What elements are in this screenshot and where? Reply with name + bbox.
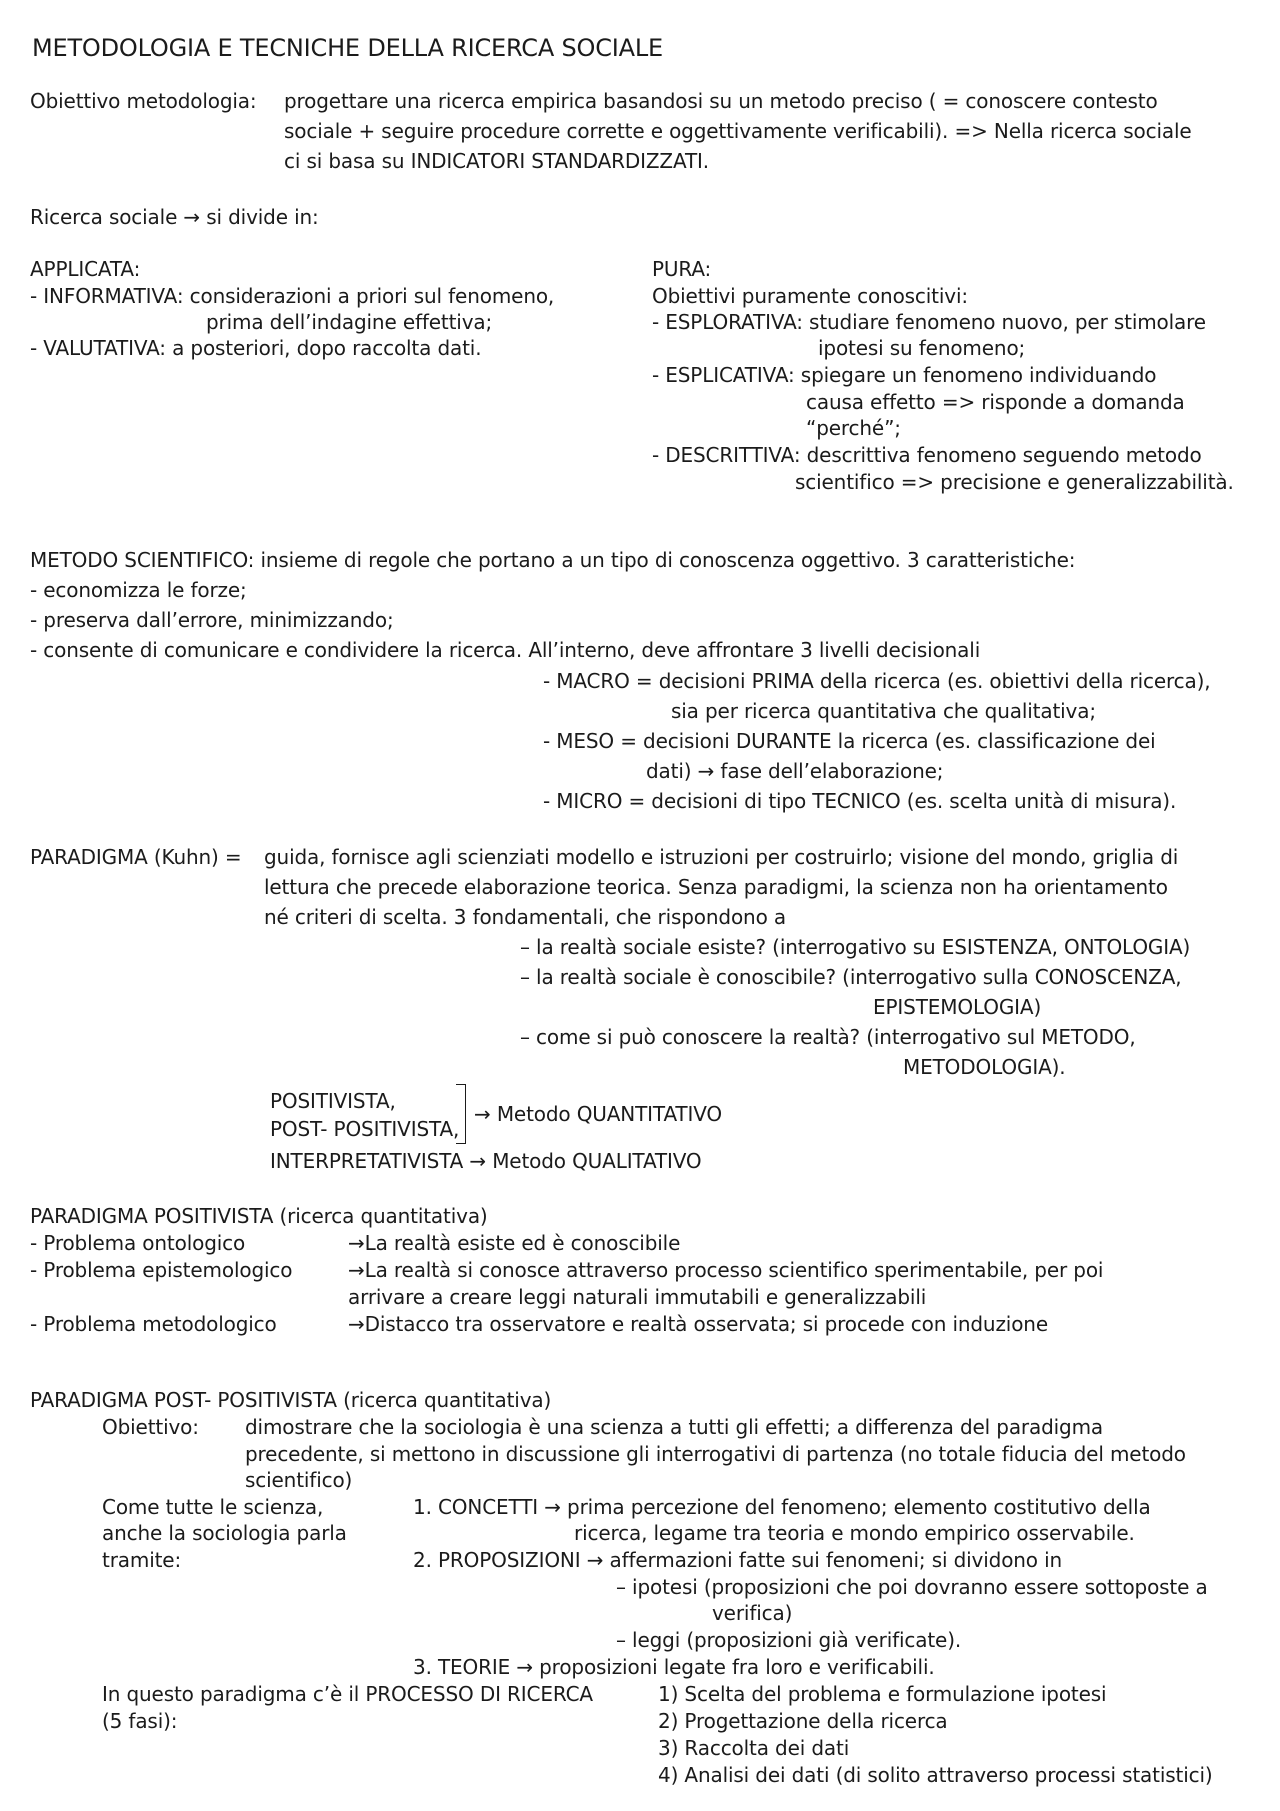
pura-line: scientifico => precisione e generalizzabilità.	[795, 470, 1234, 494]
metodo-line: - economizza le forze;	[30, 578, 247, 602]
post-obiettivo-line: scientifico)	[245, 1468, 353, 1492]
pura-line: - DESCRITTIVA: descrittiva fenomeno seguendo metodo	[652, 443, 1202, 467]
pura-line: causa effetto => risponde a domanda	[806, 390, 1185, 414]
ricerca-sociale-line: Ricerca sociale → si divide in:	[30, 205, 319, 229]
quantitativo-label: → Metodo QUANTITATIVO	[474, 1102, 723, 1126]
pura-line: “perché”;	[806, 416, 901, 440]
post-fase-item: 1) Scelta del problema e formulazione ipotesi	[658, 1682, 1107, 1706]
positivista-row-text: →La realtà si conosce attraverso processo scientifico sperimentabile, per poi	[348, 1258, 1104, 1282]
pura-line: Obiettivi puramente conoscitivi:	[652, 284, 968, 308]
paradigma-line: né criteri di scelta. 3 fondamentali, che rispondono a	[264, 905, 786, 929]
positivista-row-label: - Problema metodologico	[30, 1312, 277, 1336]
metodo-line: METODO SCIENTIFICO: insieme di regole che portano a un tipo di conoscenza oggettivo. 3 caratteristiche:	[30, 548, 1076, 572]
positivista-row-label: - Problema epistemologico	[30, 1258, 293, 1282]
paradigma-label: PARADIGMA (Kuhn) =	[30, 845, 242, 869]
post-elemento-line: ricerca, legame tra teoria e mondo empirico osservabile.	[574, 1521, 1135, 1545]
positivista-heading: PARADIGMA POSITIVISTA (ricerca quantitativa)	[30, 1204, 488, 1228]
post-processo-line: (5 fasi):	[102, 1709, 178, 1733]
obiettivo-line: sociale + seguire procedure corrette e oggettivamente verificabili). => Nella ricerca sociale	[284, 119, 1192, 143]
obiettivo-line: progettare una ricerca empirica basandosi su un metodo preciso ( = conoscere contesto	[284, 89, 1158, 113]
post-elemento-line: verifica)	[712, 1601, 793, 1625]
pura-line: ipotesi su fenomeno;	[818, 336, 1026, 360]
post-elemento-line: 3. TEORIE → proposizioni legate fra loro e verificabili.	[413, 1655, 935, 1679]
livello-line: - MICRO = decisioni di tipo TECNICO (es. scelta unità di misura).	[543, 789, 1177, 813]
post-fase-item: 4) Analisi dei dati (di solito attraverso processi statistici)	[658, 1763, 1213, 1787]
livello-line: dati) → fase dell’elaborazione;	[646, 759, 944, 783]
pura-line: - ESPLICATIVA: spiegare un fenomeno individuando	[652, 363, 1157, 387]
livello-line: - MACRO = decisioni PRIMA della ricerca (es. obiettivi della ricerca),	[543, 669, 1211, 693]
post-obiettivo-line: dimostrare che la sociologia è una scienza a tutti gli effetti; a differenza del paradigma	[245, 1415, 1104, 1439]
pura-line: - ESPLORATIVA: studiare fenomeno nuovo, per stimolare	[652, 310, 1206, 334]
metodo-line: - consente di comunicare e condividere la ricerca. All’interno, deve affrontare 3 livelli decisionali	[30, 638, 981, 662]
post-elemento-line: – ipotesi (proposizioni che poi dovranno essere sottoposte a	[616, 1575, 1208, 1599]
domanda-line: – la realtà sociale è conoscibile? (interrogativo sulla CONOSCENZA,	[520, 965, 1182, 989]
post-come-line: tramite:	[102, 1548, 182, 1572]
interpretativista-label: INTERPRETATIVISTA → Metodo QUALITATIVO	[270, 1149, 702, 1173]
post-elemento-line: 2. PROPOSIZIONI → affermazioni fatte sui fenomeni; si dividono in	[413, 1548, 1063, 1572]
pura-heading: PURA:	[652, 257, 712, 281]
positivista-row-text: →Distacco tra osservatore e realtà osservata; si procede con induzione	[348, 1312, 1048, 1336]
livello-line: sia per ricerca quantitativa che qualitativa;	[671, 699, 1096, 723]
post-positivista-label: POST- POSITIVISTA,	[270, 1117, 460, 1141]
post-elemento-line: 1. CONCETTI → prima percezione del fenomeno; elemento costitutivo della	[413, 1495, 1151, 1519]
post-come-line: Come tutte le scienza,	[102, 1495, 324, 1519]
document-title: METODOLOGIA E TECNICHE DELLA RICERCA SOCIALE	[32, 34, 663, 62]
domanda-line: – come si può conoscere la realtà? (interrogativo sul METODO,	[520, 1025, 1136, 1049]
applicata-line: prima dell’indagine effettiva;	[206, 310, 493, 334]
obiettivo-label: Obiettivo metodologia:	[30, 89, 257, 113]
paradigma-line: lettura che precede elaborazione teorica. Senza paradigmi, la scienza non ha orientamento	[264, 875, 1168, 899]
positivista-label: POSITIVISTA,	[270, 1089, 396, 1113]
domanda-line: METODOLOGIA).	[903, 1055, 1066, 1079]
livello-line: - MESO = decisioni DURANTE la ricerca (es. classificazione dei	[543, 729, 1156, 753]
post-obiettivo-line: precedente, si mettono in discussione gli interrogativi di partenza (no totale fiducia del metodo	[245, 1442, 1186, 1466]
post-fase-item: 2) Progettazione della ricerca	[658, 1709, 948, 1733]
post-obiettivo-label: Obiettivo:	[102, 1415, 199, 1439]
paradigma-line: guida, fornisce agli scienziati modello e istruzioni per costruirlo; visione del mondo, griglia di	[264, 845, 1179, 869]
applicata-heading: APPLICATA:	[30, 257, 141, 281]
post-processo-line: In questo paradigma c’è il PROCESSO DI RICERCA	[102, 1682, 593, 1706]
post-elemento-line: – leggi (proposizioni già verificate).	[616, 1628, 962, 1652]
grouping-bracket	[456, 1084, 466, 1144]
post-come-line: anche la sociologia parla	[102, 1521, 347, 1545]
applicata-line: - INFORMATIVA: considerazioni a priori sul fenomeno,	[30, 284, 555, 308]
domanda-line: EPISTEMOLOGIA)	[873, 995, 1042, 1019]
metodo-line: - preserva dall’errore, minimizzando;	[30, 608, 394, 632]
applicata-line: - VALUTATIVA: a posteriori, dopo raccolta dati.	[30, 336, 482, 360]
post-fase-item: 3) Raccolta dei dati	[658, 1736, 850, 1760]
post-heading: PARADIGMA POST- POSITIVISTA (ricerca quantitativa)	[30, 1388, 552, 1412]
positivista-row-text: arrivare a creare leggi naturali immutabili e generalizzabili	[348, 1285, 927, 1309]
domanda-line: – la realtà sociale esiste? (interrogativo su ESISTENZA, ONTOLOGIA)	[520, 935, 1191, 959]
obiettivo-line: ci si basa su INDICATORI STANDARDIZZATI.	[284, 149, 709, 173]
positivista-row-label: - Problema ontologico	[30, 1231, 246, 1255]
positivista-row-text: →La realtà esiste ed è conoscibile	[348, 1231, 681, 1255]
